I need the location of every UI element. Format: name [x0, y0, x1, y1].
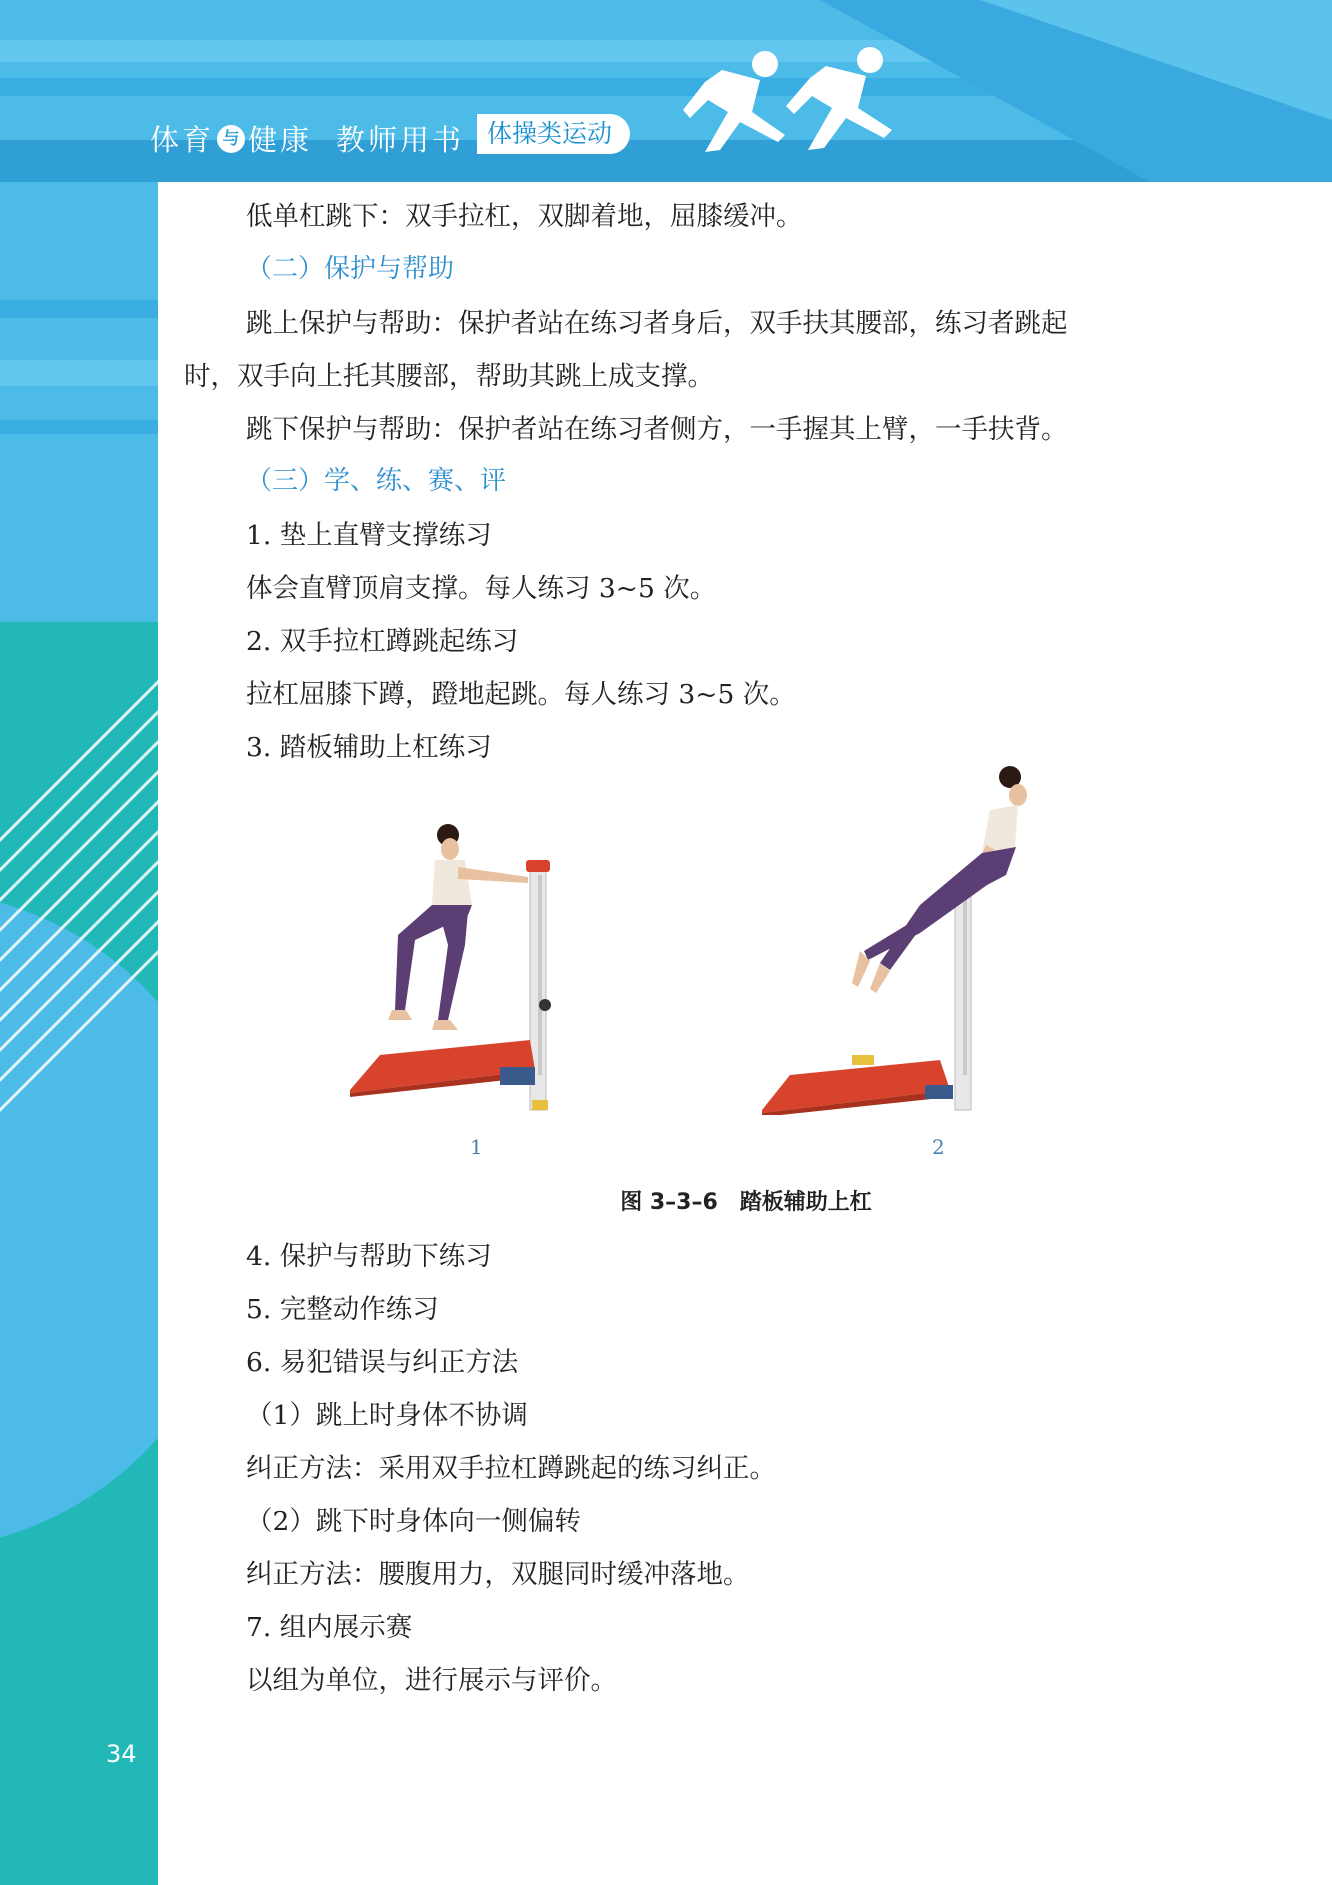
- book-title-connector: 与: [217, 125, 245, 153]
- photo-springboard-squat: [340, 815, 570, 1115]
- figure-caption: 图 3–3–6 踏板辅助上杠: [620, 1190, 872, 1215]
- figure-label-2: 2: [932, 1135, 945, 1159]
- list-item-1-desc: 体会直臂顶肩支撑。每人练习 3~5 次。: [246, 573, 717, 604]
- book-title-part1: 体育: [150, 123, 215, 157]
- paragraph-dismount-help: 跳下保护与帮助：保护者站在练习者侧方，一手握其上臂，一手扶背。: [246, 414, 1068, 445]
- list-item-5: 5. 完整动作练习: [246, 1294, 439, 1325]
- paragraph-dismount: 低单杠跳下：双手拉杠，双脚着地，屈膝缓冲。: [246, 201, 803, 232]
- paragraph-mount-help-line1: 跳上保护与帮助：保护者站在练习者身后，双手扶其腰部，练习者跳起: [246, 308, 1068, 339]
- list-item-3: 3. 踏板辅助上杠练习: [246, 732, 492, 763]
- list-item-6: 6. 易犯错误与纠正方法: [246, 1347, 519, 1378]
- heading-learn-practice: （三）学、练、赛、评: [246, 466, 507, 496]
- error-1: （1）跳上时身体不协调: [246, 1400, 528, 1431]
- photo-springboard-mount: [760, 765, 1040, 1115]
- list-item-4: 4. 保护与帮助下练习: [246, 1241, 492, 1272]
- heading-protection: （二）保护与帮助: [246, 254, 455, 284]
- list-item-2-desc: 拉杠屈膝下蹲，蹬地起跳。每人练习 3~5 次。: [246, 679, 796, 710]
- book-title-part2: 健康: [248, 123, 313, 157]
- section-tab: 体操类运动: [477, 114, 630, 154]
- teacher-book-label: 教师用书: [336, 123, 465, 157]
- list-item-7: 7. 组内展示赛: [246, 1612, 413, 1643]
- book-title: [150, 118, 312, 159]
- list-item-7-desc: 以组为单位，进行展示与评价。: [246, 1665, 617, 1696]
- paragraph-mount-help-line2: 时，双手向上托其腰部，帮助其跳上成支撑。: [184, 361, 714, 392]
- error-2: （2）跳下时身体向一侧偏转: [246, 1506, 581, 1537]
- error-2-fix: 纠正方法：腰腹用力，双腿同时缓冲落地。: [246, 1559, 750, 1590]
- page-number: 34: [106, 1740, 137, 1768]
- list-item-1: 1. 垫上直臂支撑练习: [246, 520, 492, 551]
- figure-label-1: 1: [470, 1135, 483, 1159]
- list-item-2: 2. 双手拉杠蹲跳起练习: [246, 626, 519, 657]
- error-1-fix: 纠正方法：采用双手拉杠蹲跳起的练习纠正。: [246, 1453, 776, 1484]
